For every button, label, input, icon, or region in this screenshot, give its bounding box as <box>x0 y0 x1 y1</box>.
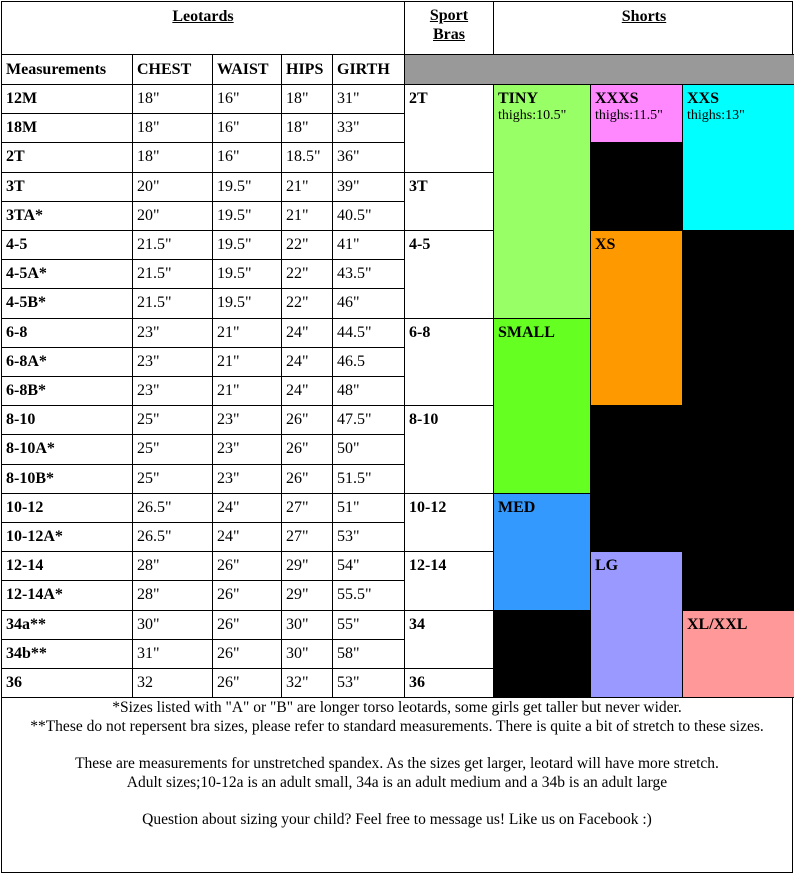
size-label: 4-5B* <box>2 289 133 318</box>
measurement-cell: 25" <box>133 406 213 435</box>
column-header-measurements: Measurements <box>2 55 133 85</box>
measurement-cell: 22" <box>282 289 333 318</box>
shorts-size-label: LG <box>595 557 619 575</box>
shorts-size-xs <box>591 231 683 406</box>
shorts-size-tiny <box>494 85 591 319</box>
shorts-filler-block <box>591 143 683 231</box>
measurement-cell: 22" <box>282 231 333 260</box>
measurement-cell: 19.5" <box>213 202 282 231</box>
note-spandex: These are measurements for unstretched spandex. As the sizes get larger, leotard will have more stretch. <box>75 755 719 772</box>
measurement-cell: 24" <box>213 523 282 552</box>
measurement-cell: 20" <box>133 202 213 231</box>
measurement-cell: 29" <box>282 581 333 610</box>
measurement-cell: 19.5" <box>213 289 282 318</box>
sport-bras-header <box>405 2 494 55</box>
measurement-cell: 18" <box>133 114 213 143</box>
measurement-cell: 21" <box>213 377 282 406</box>
measurement-cell: 28" <box>133 581 213 610</box>
size-label: 4-5A* <box>2 260 133 289</box>
size-label: 3TA* <box>2 202 133 231</box>
measurement-cell: 44.5" <box>333 319 405 348</box>
thigh-measurement: thighs:11.5" <box>595 108 663 123</box>
shorts-size-lg <box>591 552 683 698</box>
shorts-size-xl-xxl <box>683 611 794 699</box>
measurement-cell: 21.5" <box>133 260 213 289</box>
shorts-size-xxxs <box>591 85 683 143</box>
measurement-cell: 30" <box>282 640 333 669</box>
measurement-cell: 55.5" <box>333 581 405 610</box>
size-label: 6-8 <box>2 319 133 348</box>
size-label: 6-8B* <box>2 377 133 406</box>
measurement-cell: 30" <box>282 611 333 640</box>
size-label: 10-12A* <box>2 523 133 552</box>
shorts-filler-block <box>591 406 683 552</box>
shorts-size-med <box>494 494 591 611</box>
size-label: 8-10A* <box>2 435 133 464</box>
measurement-cell: 54" <box>333 552 405 581</box>
note-adult-sizes: Adult sizes;10-12a is an adult small, 34a is an adult medium and a 34b is an adult large <box>126 774 668 791</box>
measurement-cell: 24" <box>282 348 333 377</box>
measurement-cell: 21" <box>213 319 282 348</box>
measurement-cell: 33" <box>333 114 405 143</box>
measurement-cell: 30" <box>133 611 213 640</box>
shorts-size-small <box>494 319 591 494</box>
sport-bra-size: 3T <box>405 173 494 231</box>
measurement-cell: 26" <box>213 669 282 698</box>
measurement-cell: 18.5" <box>282 143 333 172</box>
measurement-cell: 46" <box>333 289 405 318</box>
measurement-cell: 26.5" <box>133 494 213 523</box>
size-label: 4-5 <box>2 231 133 260</box>
size-label: 8-10 <box>2 406 133 435</box>
size-label: 36 <box>2 669 133 698</box>
measurement-cell: 26" <box>213 640 282 669</box>
measurement-cell: 28" <box>133 552 213 581</box>
sport-bra-size: 4-5 <box>405 231 494 319</box>
measurement-cell: 18" <box>133 143 213 172</box>
size-label: 18M <box>2 114 133 143</box>
measurement-cell: 23" <box>133 319 213 348</box>
measurement-cell: 21" <box>213 348 282 377</box>
measurement-cell: 51" <box>333 494 405 523</box>
notes-section <box>2 698 792 829</box>
measurement-cell: 18" <box>133 85 213 114</box>
measurement-cell: 19.5" <box>213 231 282 260</box>
measurement-cell: 21" <box>282 202 333 231</box>
measurement-cell: 26.5" <box>133 523 213 552</box>
column-header-girth: GIRTH <box>333 55 405 85</box>
measurement-cell: 51.5" <box>333 465 405 494</box>
note-a-b-sizes: *Sizes listed with "A" or "B" are longer torso leotards, some girls get taller but never wider. <box>112 699 682 716</box>
measurement-cell: 32 <box>133 669 213 698</box>
sport-bra-size: 12-14 <box>405 552 494 610</box>
measurement-cell: 26" <box>282 465 333 494</box>
measurement-cell: 26" <box>282 406 333 435</box>
thigh-measurement: thighs:13" <box>687 108 745 123</box>
measurement-cell: 36" <box>333 143 405 172</box>
measurement-cell: 27" <box>282 494 333 523</box>
measurement-cell: 25" <box>133 465 213 494</box>
measurement-cell: 29" <box>282 552 333 581</box>
measurement-cell: 53" <box>333 669 405 698</box>
measurement-cell: 47.5" <box>333 406 405 435</box>
shorts-filler-block <box>494 611 591 699</box>
size-label: 2T <box>2 143 133 172</box>
sport-bra-size: 8-10 <box>405 406 494 494</box>
measurement-cell: 26" <box>213 581 282 610</box>
shorts-size-label: SMALL <box>498 323 555 341</box>
measurement-cell: 55" <box>333 611 405 640</box>
measurement-cell: 31" <box>133 640 213 669</box>
sport-bra-size: 6-8 <box>405 319 494 407</box>
size-label: 12-14A* <box>2 581 133 610</box>
measurement-cell: 43.5" <box>333 260 405 289</box>
size-label: 10-12 <box>2 494 133 523</box>
measurement-cell: 40.5" <box>333 202 405 231</box>
shorts-size-label: XXXS <box>595 90 639 107</box>
header-bar <box>405 55 794 85</box>
measurement-cell: 27" <box>282 523 333 552</box>
measurement-cell: 24" <box>282 377 333 406</box>
thigh-measurement: thighs:10.5" <box>498 108 567 123</box>
measurement-cell: 21.5" <box>133 289 213 318</box>
leotards-header: Leotards <box>2 2 405 55</box>
measurement-cell: 23" <box>213 465 282 494</box>
measurement-cell: 58" <box>333 640 405 669</box>
size-label: 6-8A* <box>2 348 133 377</box>
sport-bra-size: 34 <box>405 611 494 669</box>
measurement-cell: 20" <box>133 173 213 202</box>
size-label: 12-14 <box>2 552 133 581</box>
sport-bras-header-line1: Sport <box>429 7 469 24</box>
measurement-cell: 23" <box>213 406 282 435</box>
measurement-cell: 26" <box>213 552 282 581</box>
measurement-cell: 53" <box>333 523 405 552</box>
size-chart <box>1 1 793 873</box>
column-header-waist: WAIST <box>213 55 282 85</box>
measurement-cell: 48" <box>333 377 405 406</box>
measurement-cell: 39" <box>333 173 405 202</box>
measurement-cell: 46.5 <box>333 348 405 377</box>
shorts-header: Shorts <box>494 2 794 55</box>
measurement-cell: 32" <box>282 669 333 698</box>
shorts-size-label: XL/XXL <box>687 615 748 633</box>
sport-bra-size: 10-12 <box>405 494 494 552</box>
sport-bra-size: 36 <box>405 669 494 698</box>
measurement-cell: 50" <box>333 435 405 464</box>
column-header-chest: CHEST <box>133 55 213 85</box>
size-label: 12M <box>2 85 133 114</box>
measurement-cell: 22" <box>282 260 333 289</box>
measurement-cell: 23" <box>133 348 213 377</box>
measurement-cell: 24" <box>282 319 333 348</box>
measurement-cell: 21.5" <box>133 231 213 260</box>
sport-bra-size: 2T <box>405 85 494 173</box>
sport-bras-header-line2: Bras <box>433 26 465 43</box>
shorts-size-label: XXS <box>687 90 720 107</box>
shorts-size-label: XS <box>595 236 616 253</box>
measurement-cell: 31" <box>333 85 405 114</box>
measurement-cell: 16" <box>213 143 282 172</box>
measurement-cell: 25" <box>133 435 213 464</box>
measurement-cell: 23" <box>133 377 213 406</box>
size-label: 3T <box>2 173 133 202</box>
measurement-cell: 26" <box>282 435 333 464</box>
measurement-cell: 24" <box>213 494 282 523</box>
shorts-size-label: TINY <box>498 90 539 107</box>
shorts-size-xxs <box>683 85 794 231</box>
size-label: 34b** <box>2 640 133 669</box>
note-bra-sizes: **These do not repersent bra sizes, please refer to standard measurements. There is quite a bit of stretch to these sizes. <box>30 718 764 735</box>
note-contact: Question about sizing your child? Feel free to message us! Like us on Facebook :) <box>142 811 652 828</box>
measurement-cell: 16" <box>213 114 282 143</box>
measurement-cell: 41" <box>333 231 405 260</box>
column-header-hips: HIPS <box>282 55 333 85</box>
measurement-cell: 19.5" <box>213 260 282 289</box>
measurement-cell: 21" <box>282 173 333 202</box>
size-label: 8-10B* <box>2 465 133 494</box>
measurement-cell: 23" <box>213 435 282 464</box>
measurement-cell: 18" <box>282 85 333 114</box>
size-label: 34a** <box>2 611 133 640</box>
measurement-cell: 18" <box>282 114 333 143</box>
shorts-size-label: MED <box>498 498 536 516</box>
shorts-filler-block <box>683 231 794 611</box>
measurement-cell: 26" <box>213 611 282 640</box>
measurement-cell: 16" <box>213 85 282 114</box>
measurement-cell: 19.5" <box>213 173 282 202</box>
